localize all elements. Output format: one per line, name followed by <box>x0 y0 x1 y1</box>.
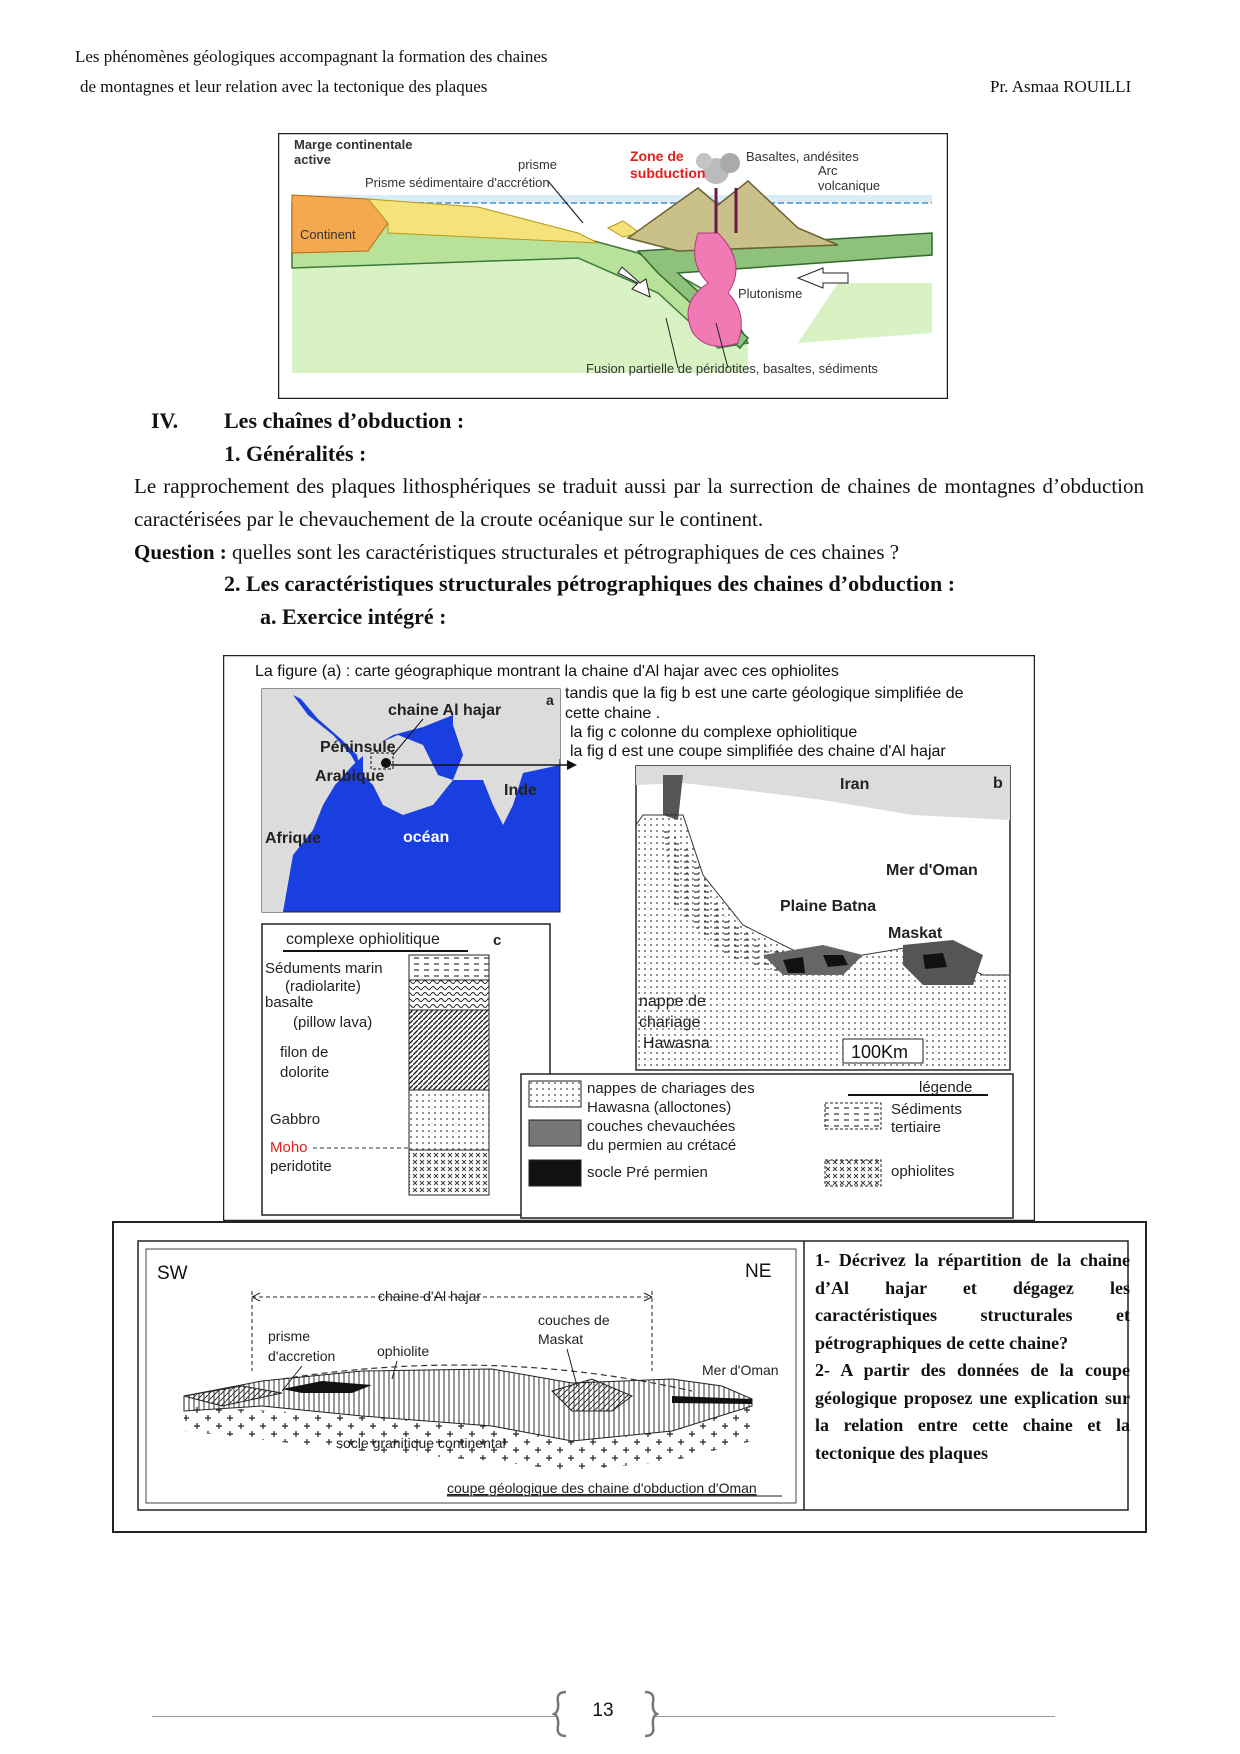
label-subduction: subduction <box>630 165 706 181</box>
caption-figure-b: tandis que la fig b est une carte géologique simplifiée de <box>565 685 964 702</box>
question-label: Question : <box>134 540 227 564</box>
label-mer-d-oman: Mer d'Oman <box>702 1362 779 1378</box>
label-afrique: Afrique <box>265 830 321 847</box>
caption-cette-chaine: cette chaine . <box>565 705 661 722</box>
map-b <box>636 766 1010 1070</box>
ophiolite-column <box>262 924 550 1215</box>
label-peridotite: peridotite <box>270 1158 332 1175</box>
label-arc: Arc <box>818 163 838 178</box>
label-sediments-marin: Séduments marin <box>265 960 383 977</box>
question-1: 1- Décrivez la répartition de la chaine d’Al hajar et dégagez les caractéristiques structurales et pétrographiques de cette chaine? <box>815 1250 1130 1353</box>
subduction-diagram <box>278 133 948 399</box>
label-filon-de: filon de <box>280 1044 329 1061</box>
footer-line-left <box>152 1716 555 1717</box>
label-couches-de: couches de <box>538 1312 610 1328</box>
label-plaine-batna: Plaine Batna <box>780 898 877 915</box>
label-chariage: chariage <box>639 1014 701 1031</box>
label-maskat: Maskat <box>888 925 943 942</box>
subsection-caracteristiques: 2. Les caractéristiques structurales pétrographiques des chaines d’obduction : <box>224 571 956 596</box>
header-title-line1: Les phénomènes géologiques accompagnant la formation des chaines <box>75 47 548 66</box>
legend-title: légende <box>919 1079 973 1096</box>
label-continent: Continent <box>300 227 356 242</box>
label-ocean: océan <box>403 829 450 846</box>
legend-item-couches: couches chevauchées <box>587 1118 736 1135</box>
legend-item-hawasna: Hawasna (alloctones) <box>587 1099 732 1116</box>
section-number: IV. <box>151 408 179 433</box>
caption-figure-d: la fig d est une coupe simplifiée des chaine d'Al hajar <box>570 743 946 760</box>
ophiolite-figure <box>223 655 1035 1221</box>
label-complexe-ophiolitique: complexe ophiolitique <box>286 931 440 948</box>
label-chaine-d-al-hajar: chaine d'Al hajar <box>378 1288 482 1304</box>
label-prisme-section: prisme <box>268 1328 311 1344</box>
map-b-letter: b <box>993 775 1003 792</box>
label-prisme-sedimentaire: Prisme sédimentaire d'accrétion <box>365 175 550 190</box>
label-zone-de: Zone de <box>630 148 684 164</box>
question-text: quelles sont les caractéristiques structurales et pétrographiques de ces chaines ? <box>226 540 900 564</box>
question-line <box>134 536 1144 569</box>
caption-figure-a: La figure (a) : carte géographique montrant la chaine d'Al hajar avec ces ophiolites <box>255 663 839 680</box>
label-arabique: Arabique <box>315 768 385 785</box>
label-basaltes: Basaltes, andésites <box>746 149 859 164</box>
map-a <box>262 689 560 912</box>
label-active: active <box>294 152 331 167</box>
label-inde: Inde <box>504 782 537 799</box>
column-letter: c <box>493 932 502 949</box>
label-ne: NE <box>745 1261 772 1282</box>
label-chaine-al-hajar: chaine Al hajar <box>388 702 502 719</box>
label-iran: Iran <box>840 776 870 793</box>
paragraph-generalites: Le rapprochement des plaques lithosphériques se traduit aussi par la surrection de chaines de montagnes d’obduction caractérisées par le chevauchement de la croute océanique sur le continent. <box>134 474 1144 531</box>
footer-line-right <box>655 1716 1055 1717</box>
page-number: 13 <box>592 1700 614 1721</box>
label-sw: SW <box>157 1263 188 1284</box>
label-radiolarite: (radiolarite) <box>285 978 361 995</box>
label-peninsule: Péninsule <box>320 739 396 756</box>
label-socle-granitique: socle granitique continental <box>336 1435 506 1451</box>
label-maskat-section: Maskat <box>538 1331 584 1347</box>
page-bracket-left <box>552 1690 568 1738</box>
subsection-exercice: a. Exercice intégré : <box>260 604 447 629</box>
label-mer-oman: Mer d'Oman <box>886 862 978 879</box>
legend-item-nappes: nappes de chariages des <box>587 1080 755 1097</box>
question-2: 2- A partir des données de la coupe géologique proposez une explication sur la relation entre cette chaine et la tectonique des plaques <box>815 1360 1130 1463</box>
label-scale: 100Km <box>851 1042 909 1062</box>
label-hawasna: Hawasna <box>643 1035 710 1052</box>
legend-item-sediments: Sédiments <box>891 1101 962 1118</box>
header-title-line2: de montagnes et leur relation avec la tectonique des plaques <box>80 77 488 96</box>
page-bracket-right <box>643 1690 659 1738</box>
label-plutonisme: Plutonisme <box>738 286 803 301</box>
label-moho: Moho <box>270 1139 308 1156</box>
label-nappe-de: nappe de <box>639 993 706 1010</box>
label-marge-continentale: Marge continentale <box>294 137 413 152</box>
legend-item-tertiaire: tertiaire <box>891 1119 942 1136</box>
label-prisme: prisme <box>518 157 558 172</box>
label-pillow-lava: (pillow lava) <box>293 1014 373 1031</box>
caption-figure-c: la fig c colonne du complexe ophiolitique <box>570 724 858 741</box>
label-gabbro: Gabbro <box>270 1111 321 1128</box>
legend-item-permien: du permien au crétacé <box>587 1137 737 1154</box>
header-author: Pr. Asmaa ROUILLI <box>990 77 1132 96</box>
section-title: Les chaînes d’obduction : <box>224 408 465 433</box>
legend-item-ophiolites: ophiolites <box>891 1163 955 1180</box>
label-dolorite: dolorite <box>280 1064 330 1081</box>
label-volcanique: volcanique <box>818 178 881 193</box>
questions-box <box>815 1247 1130 1467</box>
label-basalte: basalte <box>265 994 314 1011</box>
legend-item-socle: socle Pré permien <box>587 1164 708 1181</box>
map-a-letter: a <box>546 692 554 708</box>
label-d-accretion: d'accretion <box>268 1348 336 1364</box>
legend <box>521 1074 1013 1218</box>
label-ophiolite: ophiolite <box>377 1343 430 1359</box>
label-fusion-partielle: Fusion partielle de péridotites, basaltes, sédiments <box>586 361 878 376</box>
label-coupe-geologique: coupe géologique des chaine d'obduction d'Oman <box>447 1480 757 1496</box>
subsection-generalites: 1. Généralités : <box>224 441 367 466</box>
